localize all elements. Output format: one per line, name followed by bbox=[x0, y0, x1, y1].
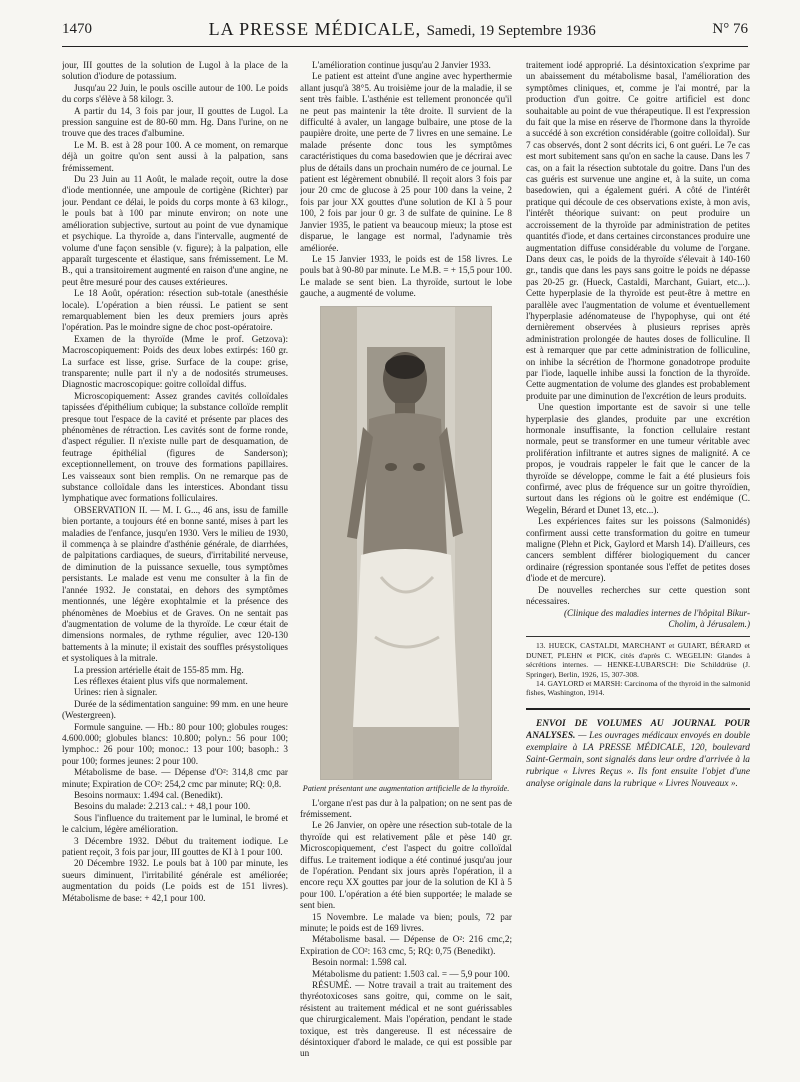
paragraph: Métabolisme basal. — Dépense de O²: 216 cmc,2; Expiration de CO²: 163 cmc, 5; RQ: 0,75 (Benedikt). bbox=[300, 934, 512, 956]
paragraph: Le 26 Janvier, on opère une résection sub-totale de la thyroïde qui est relativement pâle et pèse 140 gr. Microscopiquement, c'est l'aspect du goitre colloïdal diffus. Le traitement iodique a été continué jusqu'au jour de l'opération. Pendant six jours après l'opération, il a encore reçu XX gouttes par jour de la solution de KI à 5 pour 100. L'opération a été bien supportée; le malade se sent bien. bbox=[300, 820, 512, 911]
paragraph: Le 18 Août, opération: résection sub-totale (anesthésie locale). L'opération a bien réussi. Le patient se sent remarquablement bien les deux premiers jours après l'opération. Pas le moindre signe de choc post-opératoire. bbox=[62, 288, 288, 333]
paragraph: traitement iodé approprié. La désintoxication s'exprime par un abaissement du métabolisme basal, l'amélioration des symptômes cliniques, et, comme je l'ai montré, par la production d'un goitre. Ce goitre artificiel est donc souhaitable au point de vue thérapeutique. Il est l'expression du fait que la mise en réserve de l'hormone dans la thyroïde a succédé à son excrétion considérable (goitre colloïdal). Sur 7 cas observés, dont 2 sont décrits ici, 6 ont guéri. Le 7e cas est mort subitement sans qu'on en sache la cause. Dans les 7 cas, on a fait la résection subtotale du goitre. Dans l'un des cas guéris est survenue une angine et, à la suite, un coma basedowien, qui a également guéri. A côté de l'intérêt pratique qui découle de ces observations existe, à mon avis, l'intérêt théorique suivant: on peut produire un accroissement de la thyroïde par administration de petites quantités d'iode, et dans certaines circonstances produire une augmentation diffuse considérable du volume de l'organe. Dans deux cas, le poids de la thyroïde s'élevait à 140-160 gr., tandis que dans les pays sans goitre le poids ne dépasse pas 20-25 gr. (Hueck, Castaldi, Marchant, Guiart, etc...). Cette hyperplasie de la thyroïde est peut-être à mettre en parallèle avec l'augmentation de volume et éventuellement l'hyperplasie adénomateuse de l'hypophyse, qui ont été dernièrement observées à plusieurs reprises après administration prolongée de hautes doses de folliculine. Il est à remarquer que par cette administration de folliculine, on inhibe la sécrétion de l'hormone gonadotrope produite par l'iode, laquelle inhibe aussi la fonction de la thyroïde. Cette augmentation de volume des glandes est probablement produite par une diminution de l'excrétion de leurs produits. bbox=[526, 60, 750, 401]
figure-caption: Patient présentant une augmentation artificielle de la thyroïde. bbox=[302, 783, 510, 793]
paragraph: Le M. B. est à 28 pour 100. A ce moment, on remarque déjà un goitre qu'on sent aussi à la palpation, sans frémissement. bbox=[62, 139, 288, 173]
notice-heading: ENVOI DE VOLUMES AU JOURNAL POUR ANALYSES. bbox=[526, 718, 750, 741]
paragraph: 15 Novembre. Le malade va bien; pouls, 72 par minute; le poids est de 169 livres. bbox=[300, 911, 512, 933]
clinic-affiliation: (Clinique des maladies internes de l'hôpital Bikur-Cholim, à Jérusalem.) bbox=[563, 607, 750, 629]
issue-number: N° 76 bbox=[712, 20, 748, 37]
paragraph: 20 Décembre 1932. Le pouls bat à 100 par minute, les sueurs diminuent, l'irritabilité générale est améliorée; augmentation du poids (Le poids est de 151 livres). Métabolisme de base: + 42,1 pour 100. bbox=[62, 858, 288, 903]
paragraph: Besoins normaux: 1.494 cal. (Benedikt). bbox=[74, 790, 223, 800]
notice-text bbox=[526, 718, 750, 790]
paragraph: Besoins du malade: 2.213 cal.: + 48,1 pour 100. bbox=[74, 801, 251, 812]
paragraph: De nouvelles recherches sur cette question sont nécessaires. bbox=[526, 584, 750, 607]
paragraph: Métabolisme de base. — Dépense d'O²: 314,8 cmc par minute; Expiration de CO²: 254,2 cmc par minute; RQ: 0,8. bbox=[62, 767, 288, 789]
paragraph: Microscopiquement: Assez grandes cavités colloïdales tapissées d'épithélium cubique; la substance colloïde remplit presque tout l'espace de la cavité et présente par places des phénomènes de rétraction. Les cavités sont de forme ronde, d'aspect régulier. Il n'existe nulle part de desquamation, de feutrage épithélial (figures de Sanderson); exceptionnellement, on trouve des formations papillaires. Les vaisseaux sont bien remplis. On ne remarque pas de substance colloïdale dans les interstices. Abondant tissu lymphatique avec formations folliculaires. bbox=[62, 390, 288, 504]
paragraph: Métabolisme du patient: 1.503 cal. = — 5,9 pour 100. bbox=[312, 968, 510, 979]
paragraph: Examen de la thyroïde (Mme le prof. Getzova): Macroscopiquement: Poids des deux lobes extirpés: 160 gr. La surface est lisse, grise. Surface de la coupe: grise, transparente; nulle part il n'y a de nodosités strumeuses. Diagnostic macroscopique: goitre colloïdal diffus. bbox=[62, 333, 288, 390]
footnote: 13. HUECK, CASTALDI, MARCHANT et GUIART, BÉRARD et DUNET, PLEHN et PICK, cités d'après C. WEGELIN: Glandes à sécrétions internes. — HENKE-LUBARSCH: Die Schilddrüse (J. Springer), Berlin, 1926, 15, 307-308. bbox=[526, 641, 750, 679]
paragraph: Durée de la sédimentation sanguine: 99 mm. en une heure (Westergreen). bbox=[62, 698, 288, 721]
patient-illustration bbox=[321, 307, 491, 779]
paragraph: 3 Décembre 1932. Début du traitement iodique. Le patient reçoit, 3 fois par jour, III gouttes de KI à 1 pour 100. bbox=[62, 835, 288, 858]
figure bbox=[300, 306, 512, 794]
footnotes bbox=[526, 636, 750, 697]
paragraph: Les expériences faites sur les poissons (Salmonidés) confirment aussi cette transformation du goitre en tumeur maligne (Plehn et Pick, Gaylord et Marsh 14). D'ailleurs, ces cancers semblent différer biologiquement du cancer ordinaire (régression spontanée sous l'effet de petites doses d'iode et de mercure). bbox=[526, 516, 750, 584]
paragraph: La pression artérielle était de 155-85 mm. Hg. bbox=[74, 664, 244, 675]
column-2 bbox=[300, 60, 512, 1058]
notice-box bbox=[526, 708, 750, 790]
notice-body: — Les ouvrages médicaux envoyés en double exemplaire à LA PRESSE MÉDICALE, 120, boulevard Saint-Germain, sont signalés dans leur ordre d'arrivée à la rubrique « Livres Reçus ». Ils font ensuite l'objet d'une analyse originale dans la rubrique « Livres Nouveaux ». bbox=[526, 730, 750, 789]
paragraph: Jusqu'au 22 Juin, le pouls oscille autour de 100. Le poids du corps s'élève à 58 kilogr. 3. bbox=[62, 82, 288, 105]
paragraph: Le 15 Janvier 1933, le poids est de 158 livres. Le pouls bat à 90-80 par minute. Le M.B. = + 15,5 pour 100. Le malade se sent bien. La thyroïde, surtout le lobe gauche, a augmenté de volume. bbox=[300, 253, 512, 299]
paragraph: L'amélioration continue jusqu'au 2 Janvier 1933. bbox=[312, 60, 491, 70]
journal-name: LA PRESSE MÉDICALE, bbox=[208, 18, 422, 39]
paragraph: OBSERVATION II. — M. I. G..., 46 ans, issu de famille bien portante, a toujours été en bonne santé, mises à part les maladies de l'enfance, jusqu'en 1930. Vers le milieu de 1930, il commença à se plaindre d'asthénie générale, de diarrhées, de palpitations cardiaques, de sueurs, d'irritabilité nerveuse, de diminution de la puissance sexuelle, tous symptômes persistants. Le malade est venu me consulter à la fin de l'année 1932. Je constatai, en dehors des symptômes mentionnés, une légère exophtalmie et la présence des phénomènes de Moebius et de Graves. On ne sentait pas d'augmentation de volume de la thyroïde. Le cœur était de dimensions normales, de rythme régulier, avec 120-130 battements à la minute; il existait des souffles présystoliques et systoliques à la mitrale. bbox=[62, 504, 288, 664]
paragraph: Besoin normal: 1.598 cal. bbox=[312, 957, 407, 968]
paragraph: Du 23 Juin au 11 Août, le malade reçoit, outre la dose d'iode mentionnée, une ampoule de cortigène (Richter) par jour. Pendant ce délai, le poids du corps monte à 63 kilogr., le pouls bat à 100 par minute environ; on note une amélioration subjective, surtout au point de vue dynamique et psychique. La thyroïde a, dans l'intervalle, augmenté de volume d'une façon sensible (v. figure); à la palpation, elle apparaît turgescente et élastique, sans frémissement. Le M. B., qui a transitoirement augmenté en raison d'une angine, ne peut être mesuré pour des causes extérieures. bbox=[62, 174, 288, 287]
paragraph: RÉSUMÉ. — Notre travail a trait au traitement des thyréotoxicoses sans goitre, qui, comme on le sait, résistent au traitement médical et ne sont guérissables que chirurgicalement. Mais l'opération, pendant le stade toxique, est très dangereuse. Il est nécessaire de désintoxiquer d'abord le malade, ce qui est possible par un bbox=[300, 980, 512, 1058]
footnote: 14. GAYLORD et MARSH: Carcinoma of the thyroid in the salmonid fishes, Washington, 1914. bbox=[526, 678, 750, 698]
journal-title bbox=[209, 19, 596, 40]
paragraph: Sous l'influence du traitement par le luminal, le bromé et le calcium, légère amélioration. bbox=[62, 812, 288, 835]
paragraph: Formule sanguine. — Hb.: 80 pour 100; globules rouges: 4.600.000; globules blancs: 10.800; polyn.: 56 pour 100; lymphoc.: 26 pour 100; monoc.: 13 pour 100; basoph.: 3 pour 100; formes jeunes: 2 pour 100. bbox=[62, 721, 288, 766]
issue-date: Samedi, 19 Septembre 1936 bbox=[426, 22, 596, 39]
paragraph: jour, III gouttes de la solution de Lugol à la place de la solution d'iodure de potassium. bbox=[62, 60, 288, 82]
paragraph: A partir du 14, 3 fois par jour, II gouttes de Lugol. La pression sanguine est de 80-60 mm. Hg. Dans l'urine, on ne trouve que des traces d'albumine. bbox=[62, 105, 288, 139]
page-header bbox=[62, 12, 748, 47]
page-number: 1470 bbox=[62, 20, 92, 37]
paragraph: L'organe n'est pas dur à la palpation; on ne sent pas de frémissement. bbox=[300, 797, 512, 819]
patient-photo bbox=[320, 306, 492, 780]
paragraph: Les réflexes étaient plus vifs que normalement. bbox=[74, 675, 248, 686]
paragraph: Urines: rien à signaler. bbox=[74, 687, 158, 698]
column-1 bbox=[62, 60, 288, 1058]
paragraph: Une question importante est de savoir si une telle hyperplasie des glandes, produite par une excrétion hormonale insuffisante, la fonction cellulaire restant normale, peut se transformer en une tumeur véritable avec prolifération infiltrante et autres signes de malignité. A ce propos, je voudrais rappeler le fait que le cancer de la thyroïde se développe, comme le fait a été plusieurs fois confirmé, avec plus de fréquence sur un goitre thyroïdien, surtout dans les régions où le goitre est endémique (C. Wegelin, Bérard et Dunet 13, etc...). bbox=[526, 402, 750, 515]
paragraph: Le patient est atteint d'une angine avec hyperthermie allant jusqu'à 38°5. Au troisième jour de la maladie, il se sent très faible. L'asthénie est tellement prononcée qu'il ne peut pas maintenir la tête droite. Il survient de la difficulté à avaler, un langage bulbaire, une ptose de la paupière droite, une perte de 7 livres en une semaine. Le malade présente donc tous les symptômes caractéristiques du coma basedowien que je décrirai avec plus de détails dans un prochain numéro de ce journal. Le patient est légèrement obnubilé. Il reçoit alors 3 fois par jour 20 cmc de glucose à 25 pour 100 dans la veine, 2 fois par jour XX gouttes d'une solution de KI à 5 pour 100, 2 fois par jour 0 gr. 3 de sulfate de quinine. Le 8 Janvier 1935, le patient va beaucoup mieux; la ptose est disparue, le langage est normal, l'adynamie très améliorée. bbox=[300, 71, 512, 253]
column-3 bbox=[526, 60, 750, 1058]
